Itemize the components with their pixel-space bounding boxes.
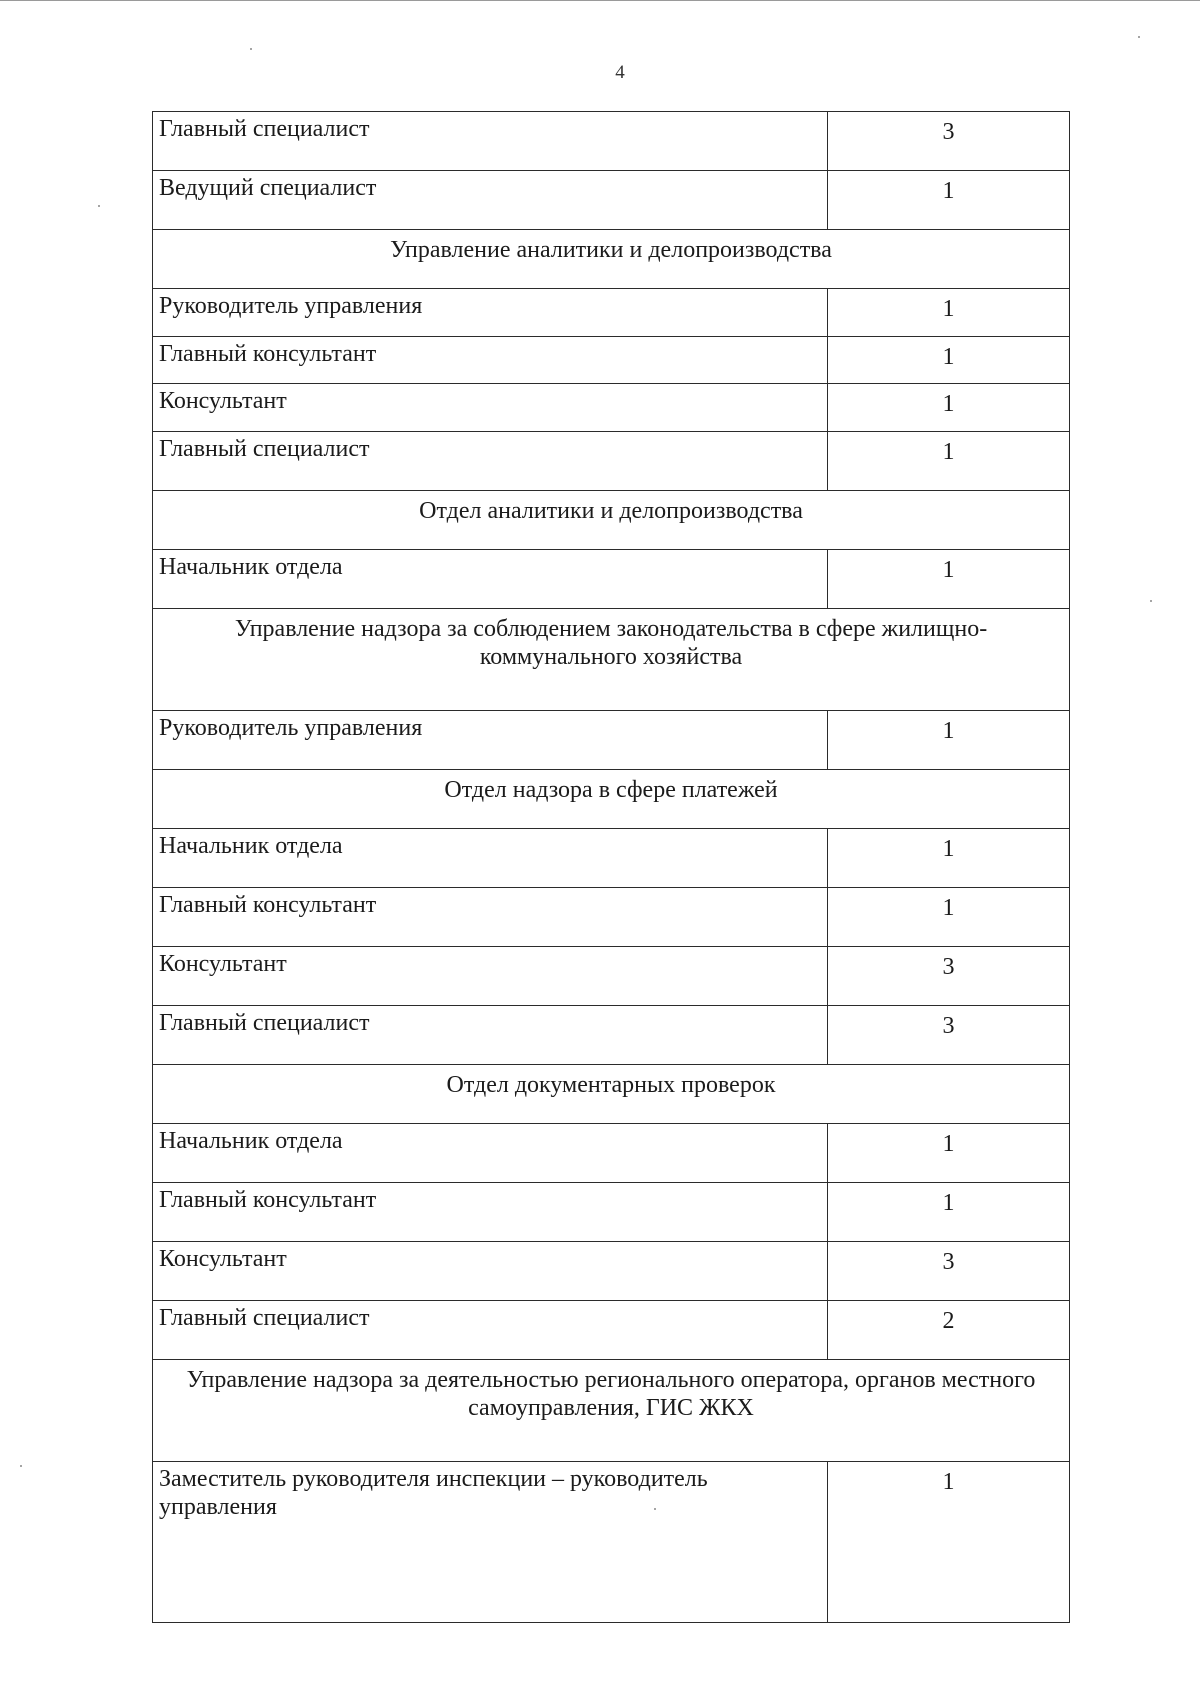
table-row <box>153 112 1070 171</box>
position-title: Консультант <box>153 1242 828 1301</box>
table-row <box>153 384 1070 432</box>
position-count: 3 <box>828 112 1070 171</box>
section-row <box>153 770 1070 829</box>
section-title: Управление надзора за соблюдением законодательства в сфере жилищно-коммунального хозяйства <box>153 609 1070 711</box>
position-count: 3 <box>828 947 1070 1006</box>
position-title: Начальник отдела <box>153 550 828 609</box>
position-count: 1 <box>828 1124 1070 1183</box>
position-title: Заместитель руководителя инспекции – руководитель управления <box>153 1462 828 1623</box>
table-row <box>153 1183 1070 1242</box>
table-row <box>153 711 1070 770</box>
position-count: 1 <box>828 888 1070 947</box>
position-count: 1 <box>828 711 1070 770</box>
table-row <box>153 1006 1070 1065</box>
table-row <box>153 829 1070 888</box>
position-count: 1 <box>828 550 1070 609</box>
position-count: 1 <box>828 171 1070 230</box>
position-title: Руководитель управления <box>153 711 828 770</box>
scan-speck <box>1150 600 1152 602</box>
position-title: Консультант <box>153 947 828 1006</box>
position-title: Главный специалист <box>153 112 828 171</box>
table-row <box>153 289 1070 337</box>
scan-speck <box>20 1465 22 1467</box>
table-row <box>153 550 1070 609</box>
section-title: Управление надзора за деятельностью регионального оператора, органов местного самоуправления, ГИС ЖКХ <box>153 1360 1070 1462</box>
section-row <box>153 491 1070 550</box>
section-title: Отдел документарных проверок <box>153 1065 1070 1124</box>
table-row <box>153 1124 1070 1183</box>
position-count: 3 <box>828 1242 1070 1301</box>
scan-speck <box>98 205 100 207</box>
position-count: 1 <box>828 432 1070 491</box>
position-count: 1 <box>828 829 1070 888</box>
scan-speck <box>250 48 252 50</box>
section-row <box>153 609 1070 711</box>
table-row <box>153 1301 1070 1360</box>
position-count: 3 <box>828 1006 1070 1065</box>
position-count: 1 <box>828 384 1070 432</box>
page-number: 4 <box>615 62 625 83</box>
table-row <box>153 337 1070 384</box>
section-row <box>153 1065 1070 1124</box>
table-row <box>153 888 1070 947</box>
position-title: Главный консультант <box>153 1183 828 1242</box>
position-title: Руководитель управления <box>153 289 828 337</box>
scan-top-edge <box>0 0 1200 1</box>
position-title: Главный консультант <box>153 337 828 384</box>
position-count: 1 <box>828 289 1070 337</box>
section-row <box>153 230 1070 289</box>
section-title: Управление аналитики и делопроизводства <box>153 230 1070 289</box>
table-row <box>153 171 1070 230</box>
position-title: Начальник отдела <box>153 1124 828 1183</box>
position-title: Консультант <box>153 384 828 432</box>
position-title: Начальник отдела <box>153 829 828 888</box>
table-row <box>153 1242 1070 1301</box>
position-title: Ведущий специалист <box>153 171 828 230</box>
position-count: 1 <box>828 1462 1070 1623</box>
table-row <box>153 432 1070 491</box>
position-title: Главный специалист <box>153 1006 828 1065</box>
position-title: Главный специалист <box>153 1301 828 1360</box>
position-count: 1 <box>828 1183 1070 1242</box>
position-title: Главный специалист <box>153 432 828 491</box>
position-count: 1 <box>828 337 1070 384</box>
table-row <box>153 947 1070 1006</box>
section-title: Отдел аналитики и делопроизводства <box>153 491 1070 550</box>
scan-speck <box>1138 36 1140 38</box>
section-title: Отдел надзора в сфере платежей <box>153 770 1070 829</box>
position-title: Главный консультант <box>153 888 828 947</box>
section-row <box>153 1360 1070 1462</box>
table-row <box>153 1462 1070 1623</box>
staff-table <box>152 111 1070 1623</box>
position-count: 2 <box>828 1301 1070 1360</box>
